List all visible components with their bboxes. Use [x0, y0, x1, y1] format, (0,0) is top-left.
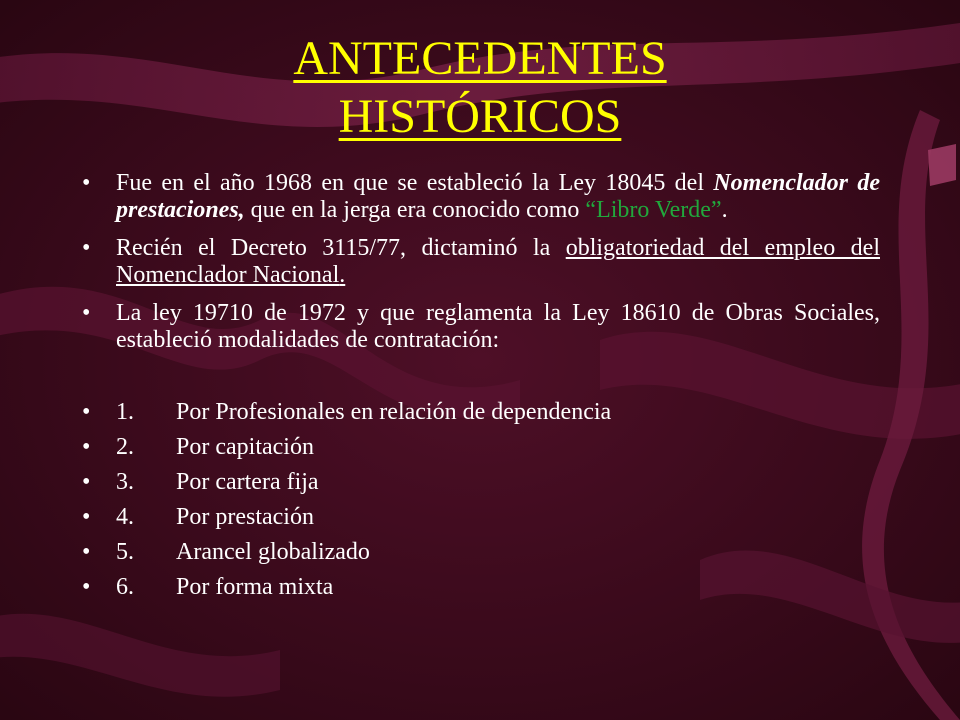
list-text: Arancel globalizado — [176, 539, 370, 565]
paragraph-text: Recién el Decreto 3115/77, dictaminó la — [116, 235, 566, 261]
paragraph-text: La ley 19710 de 1972 y que reglamenta la Ley 18610 de Obras Sociales, estableció modalidades de contratación: — [116, 300, 880, 353]
paragraph-underlined: obligatoriedad del empleo del Nomenclador Nacional — [116, 235, 880, 288]
bullet: • — [82, 539, 91, 565]
list-item — [80, 434, 880, 461]
slide-body — [80, 170, 880, 609]
list-number: 2. — [116, 434, 134, 460]
title-line-1: ANTECEDENTES — [293, 32, 667, 85]
list-number: 6. — [116, 574, 134, 600]
list-text: Por cartera fija — [176, 469, 319, 495]
bullet: • — [82, 399, 91, 425]
bullet: • — [82, 170, 91, 196]
list-text: Por forma mixta — [176, 574, 334, 600]
libro-verde-quote: “Libro Verde” — [585, 197, 722, 223]
title-line-2: HISTÓRICOS — [338, 90, 622, 143]
paragraph-ley-19710 — [80, 300, 880, 354]
list-text: Por capitación — [176, 434, 314, 460]
list-text: Por prestación — [176, 504, 314, 530]
list-number: 5. — [116, 539, 134, 565]
list-item — [80, 469, 880, 496]
list-number: 3. — [116, 469, 134, 495]
paragraph-text: Fue en el año 1968 en que se estableció la Ley 18045 del — [116, 170, 714, 196]
contract-modalities-list — [80, 399, 880, 601]
list-item — [80, 504, 880, 531]
bullet: • — [82, 434, 91, 460]
list-item — [80, 574, 880, 601]
paragraph-ley-18045 — [80, 170, 880, 224]
bullet: • — [82, 574, 91, 600]
list-number: 4. — [116, 504, 134, 530]
paragraph-text: que en la jerga era conocido como — [244, 197, 586, 223]
list-text: Por Profesionales en relación de dependencia — [176, 399, 612, 425]
paragraph-decreto — [80, 235, 880, 289]
paragraph-end: . — [339, 262, 346, 288]
paragraph-emphasis: Nomenclador de prestaciones, — [116, 170, 881, 223]
list-item — [80, 399, 880, 426]
list-number: 1. — [116, 399, 134, 425]
bullet: • — [82, 504, 91, 530]
list-item — [80, 539, 880, 566]
paragraph-end: . — [721, 197, 728, 223]
slide-title — [80, 30, 880, 146]
bullet: • — [82, 300, 91, 326]
bullet: • — [82, 469, 91, 495]
bullet: • — [82, 235, 91, 261]
